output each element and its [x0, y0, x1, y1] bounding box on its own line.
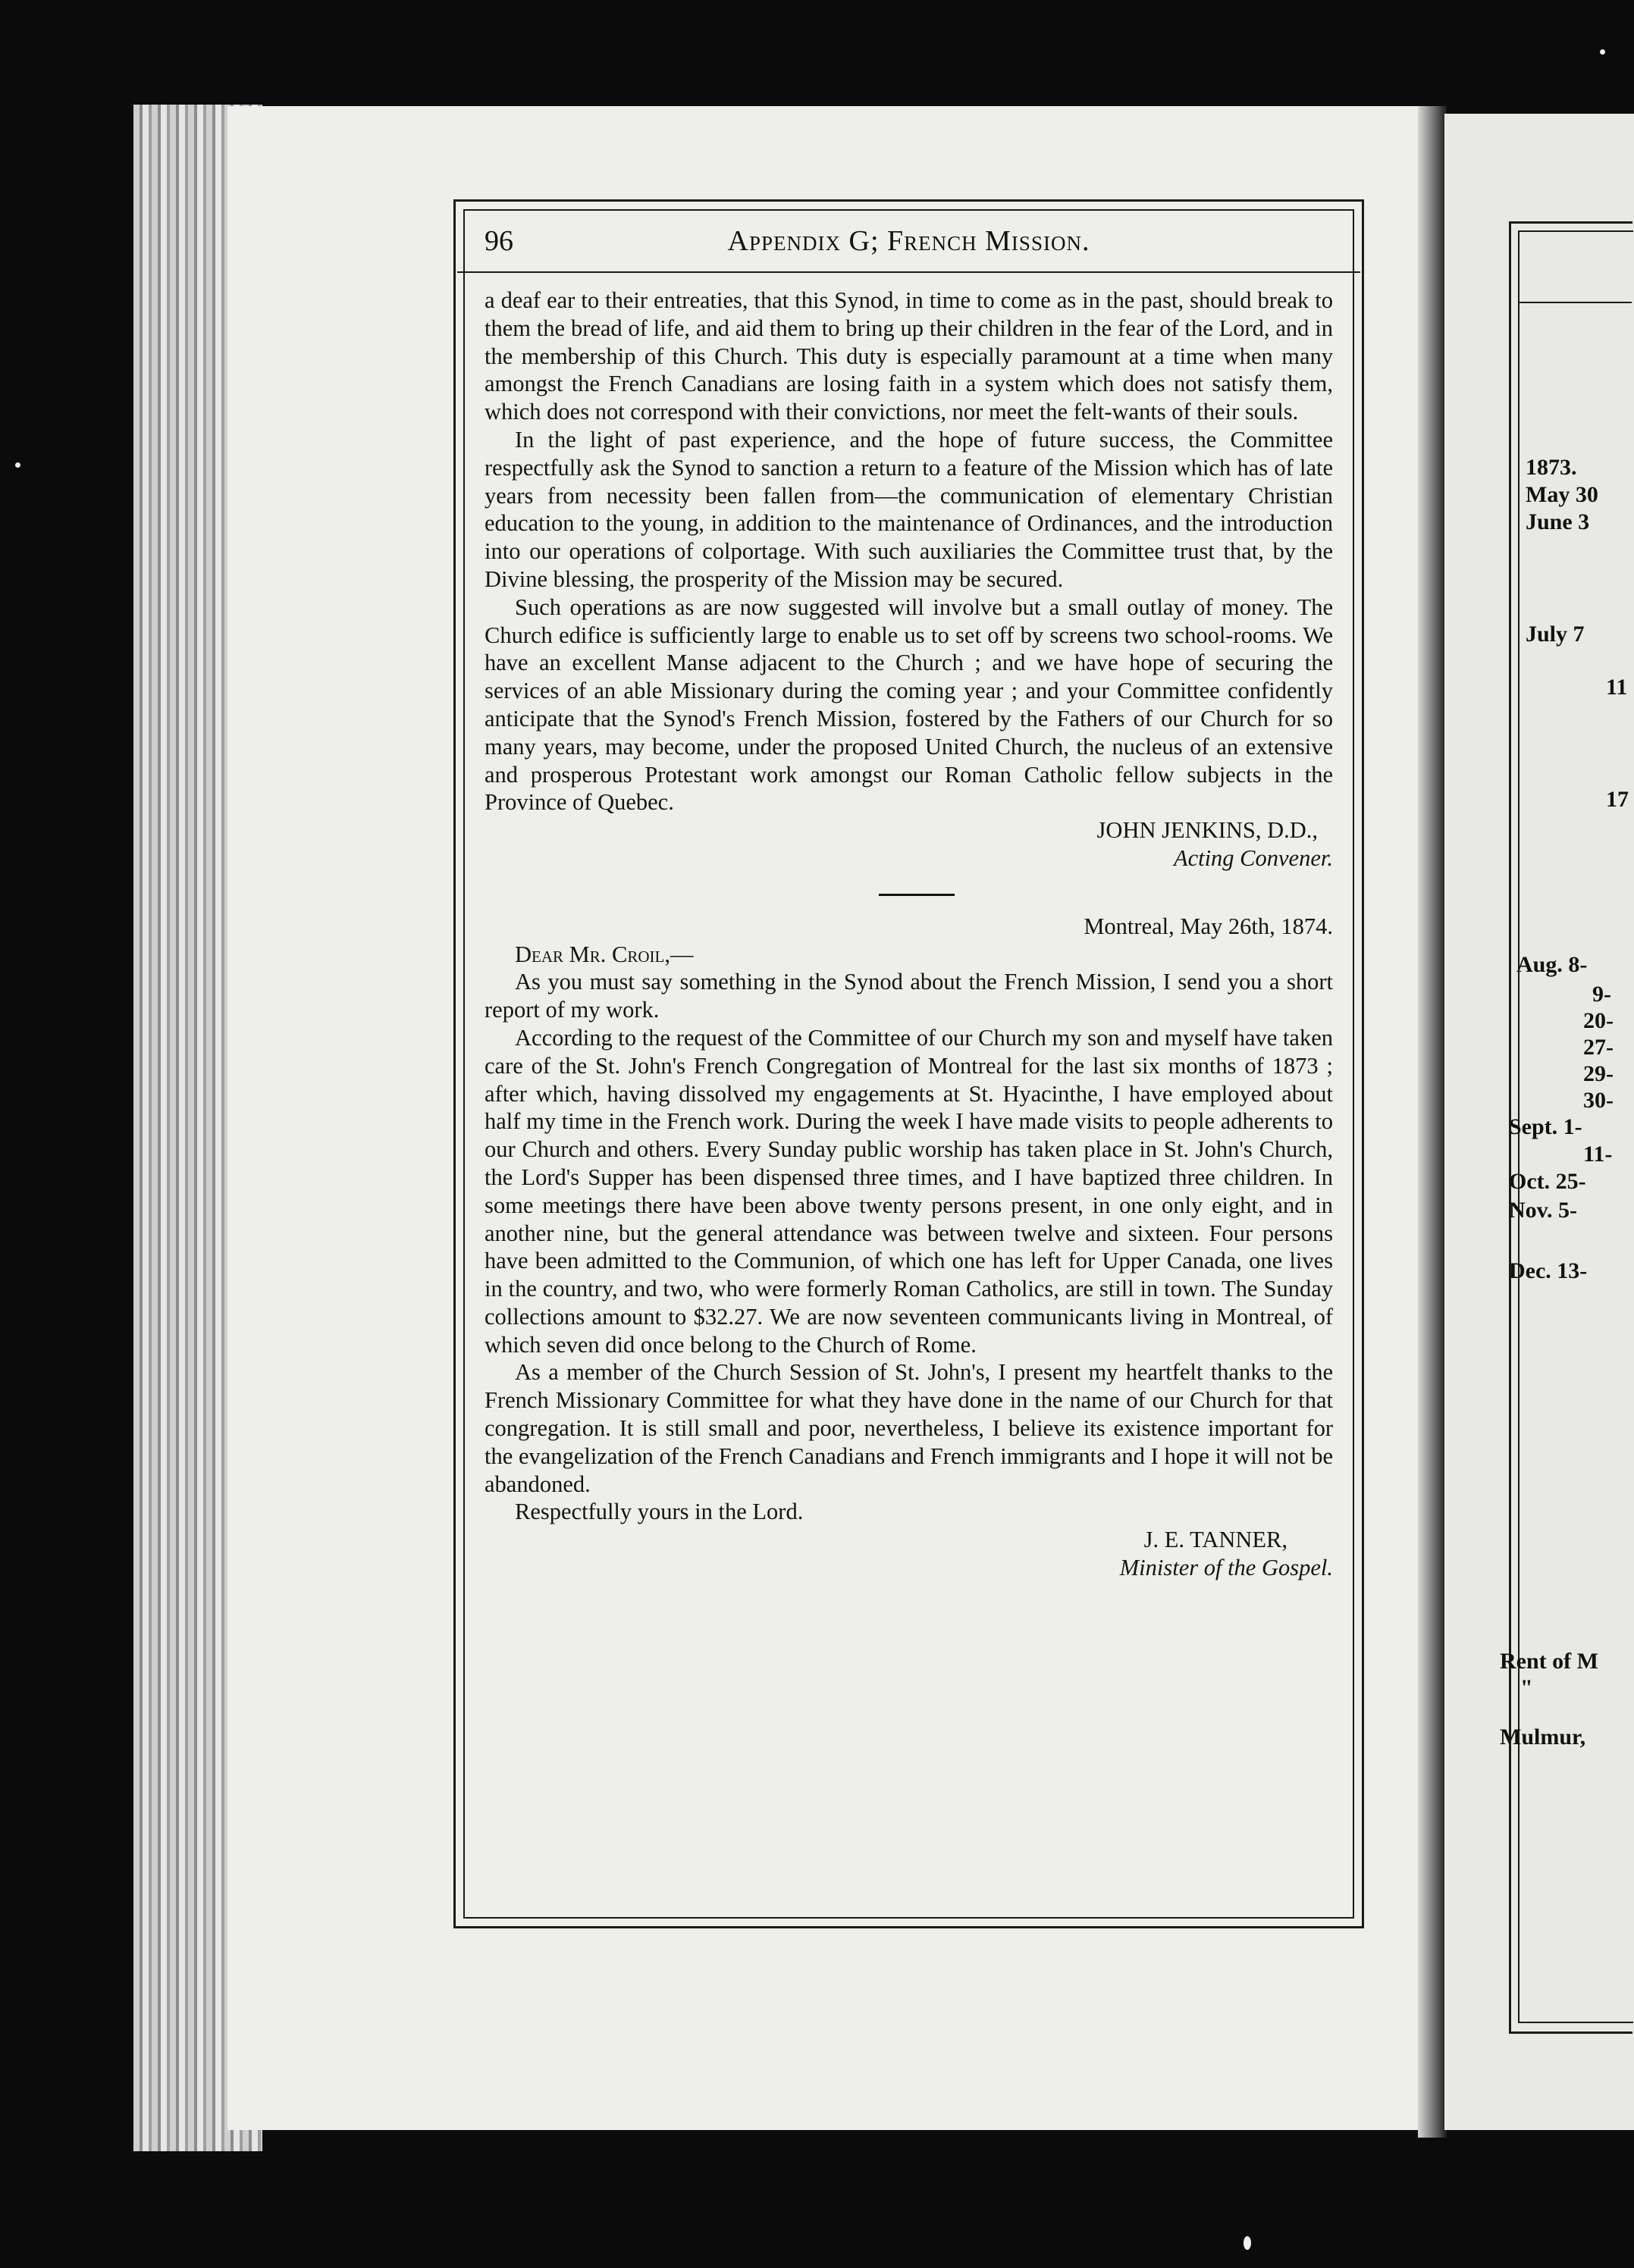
- right-page-rule: [1518, 302, 1632, 303]
- section-divider: [879, 894, 955, 896]
- right-fragment: 9-: [1592, 982, 1611, 1007]
- convener-title: Acting Convener.: [1173, 844, 1333, 871]
- letter-paragraph: According to the request of the Committee of our Church my son and myself have taken care of the St. John's French Congregation of Montreal for the last six months of 1873 ; after which, having dissolved my engagements at St. Hyacinthe, I have employed about half my time in the French work. During the week I have made visits to people adherents to our Church and others. Every Sunday public worship has taken place in St. John's Church, the Lord's Supper has been dispensed three times, and I have baptized three children. In some meetings there have been above twenty persons present, in one only eight, and in another nine, but the general attendance was between twelve and sixteen. Four persons have been admitted to the Communion, of which one has left for Upper Canada, one lives in the country, and two, who were formerly Roman Catholics, are still in town. The Sunday collections amount to $32.27. We are now seventeen communicants living in Montreal, of which seven did once belong to the Church of Rome.: [485, 1024, 1333, 1358]
- header-rule: [457, 271, 1360, 273]
- report-paragraph: In the light of past experience, and the hope of future success, the Committee respectfully ask the Synod to sanction a return to a feature of the Mission which has of late years from necessity been fallen from—the communication of elementary Christian education to the young, in addition to the maintenance of Ordinances, and the introduction into our operations of colportage. With such auxiliaries the Committee trust that, by the Divine blessing, the prosperity of the Mission may be secured.: [485, 426, 1333, 592]
- page-frame: [453, 199, 1364, 1928]
- scan-speck: [1244, 2236, 1251, 2250]
- scan-speck: [1600, 49, 1605, 55]
- right-fragment: Aug. 8-: [1516, 952, 1588, 977]
- right-fragment: May 30: [1526, 482, 1598, 507]
- page-body: [485, 287, 1333, 1582]
- report-paragraph: a deaf ear to their entreaties, that this Synod, in time to come as in the past, should break to them the bread of life, and aid them to bring up their children in the fear of the Lord, and in the membership of this Church. This duty is especially paramount at a time when many amongst the French Canadians are losing faith in a system which does not satisfy them, which does not correspond with their convictions, nor meet the felt-wants of their souls.: [485, 287, 1333, 425]
- letter-closing: Respectfully yours in the Lord.: [515, 1499, 804, 1525]
- book-gutter: [1418, 106, 1447, 2138]
- letter-paragraph: As you must say something in the Synod about the French Mission, I send you a short report of my work.: [485, 969, 1333, 1023]
- right-fragment: Rent of M: [1500, 1649, 1598, 1674]
- right-fragment: 29-: [1583, 1061, 1614, 1086]
- right-fragment: 20-: [1583, 1008, 1614, 1033]
- right-fragment: Oct. 25-: [1509, 1169, 1586, 1194]
- right-fragment: 27-: [1583, 1035, 1614, 1060]
- report-signature: [485, 816, 1333, 844]
- letter-salutation: Dear Mr. Croil,—: [515, 941, 694, 967]
- page-header: [485, 224, 1333, 270]
- right-fragment: Sept. 1-: [1509, 1114, 1582, 1139]
- right-fragment: Dec. 13-: [1509, 1258, 1588, 1283]
- letter-signature: [485, 1526, 1333, 1554]
- minister-name: J. E. TANNER,: [1143, 1527, 1287, 1553]
- right-fragment: ": [1520, 1675, 1533, 1700]
- right-fragment: July 7: [1526, 622, 1585, 647]
- running-title: Appendix G; French Mission.: [727, 225, 1090, 257]
- letter-paragraph: As a member of the Church Session of St. John's, I present my heartfelt thanks to the French Missionary Committee for what they have done in the name of our Church for that congregation. It is still small and poor, nevertheless, I believe its existence important for the evangelization of the French Canadians and French immigrants and I hope it will not be abandoned.: [485, 1359, 1333, 1497]
- report-paragraph: Such operations as are now suggested will involve but a small outlay of money. The Church edifice is sufficiently large to enable us to set off by screens two school-rooms. We have an excellent Manse adjacent to the Church ; and we have hope of securing the services of an able Missionary during the coming year ; and your Committee confidently anticipate that the Synod's French Mission, fostered by the Fathers of our Church for so many years, may become, under the proposed United Church, the nucleus of an extensive and prosperous Protestant work amongst our Roman Catholic fellow subjects in the Province of Quebec.: [485, 594, 1333, 816]
- right-fragment: 11: [1606, 675, 1628, 700]
- page-number: 96: [485, 225, 513, 257]
- letter-date: Montreal, May 26th, 1874.: [1084, 913, 1333, 939]
- right-fragment: 30-: [1583, 1088, 1614, 1113]
- right-fragment: Nov. 5-: [1509, 1198, 1577, 1223]
- convener-name: JOHN JENKINS, D.D.,: [1096, 817, 1318, 844]
- right-fragment: Mulmur,: [1500, 1724, 1586, 1750]
- minister-title: Minister of the Gospel.: [1119, 1555, 1333, 1581]
- right-fragment: 17: [1606, 787, 1629, 812]
- right-fragment: June 3: [1526, 509, 1590, 534]
- right-fragment: 1873.: [1526, 455, 1577, 480]
- right-fragment: 11-: [1583, 1142, 1613, 1167]
- scan-speck: [15, 462, 20, 468]
